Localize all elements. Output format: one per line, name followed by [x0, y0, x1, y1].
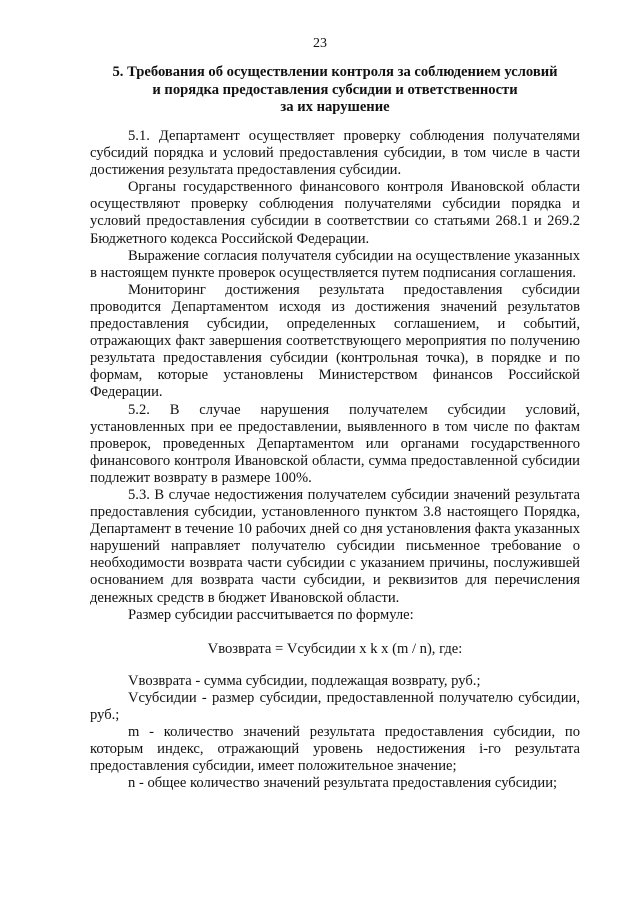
- paragraph-monitoring: Мониторинг достижения результата предоставления субсидии проводится Департаментом исходя из достижения значений результатов предоставления субсидии, определенных соглашением, и событий, отражающих факт завершения соответствующего мероприятия по получению результата предоставления субсидии (контрольная точка), в порядке и по формам, которые установлены Министерством финансов Российской Федерации.: [90, 281, 580, 401]
- paragraph-state-control: Органы государственного финансового контроля Ивановской области осуществляют проверку соблюдения получателями субсидии порядка и условий предоставления субсидии в соответствии со статьями 268.1 и 269.2 Бюджетного кодекса Российской Федерации.: [90, 179, 580, 247]
- definition-v-subsidy: Vсубсидии - размер субсидии, предоставленной получателю субсидии, руб.;: [90, 689, 580, 723]
- paragraph-5-3: 5.3. В случае недостижения получателем субсидии значений результата предоставления субсидии, установленного пунктом 3.8 настоящего Порядка, Департамент в течение 10 рабочих дней со дня установления факта указанных нарушений направляет получателю субсидии письменное требование о необходимости возврата части субсидии с указанием причины, послужившей основанием для возврата части субсидии, и реквизитов для перечисления денежных средств в бюджет Ивановской области.: [90, 486, 580, 606]
- section-heading: [90, 64, 580, 117]
- heading-line: и порядка предоставления субсидии и ответственности: [152, 81, 518, 98]
- heading-line: 5. Требования об осуществлении контроля за соблюдением условий: [112, 64, 558, 80]
- paragraph-5-2: 5.2. В случае нарушения получателем субсидии условий, установленных при ее предоставлении, выявленного в том числе по фактам проверок, проведенных Департаментом или органами государственного финансового контроля Ивановской области, сумма предоставленной субсидии подлежит возврату в размере 100%.: [90, 401, 580, 486]
- formula: Vвозврата = Vсубсидии x k x (m / n), где:: [207, 640, 463, 657]
- definition-n: n - общее количество значений результата предоставления субсидии;: [128, 775, 558, 792]
- paragraph-consent: Выражение согласия получателя субсидии на осуществление указанных в настоящем пункте проверок осуществляется путем подписания соглашения.: [90, 247, 580, 281]
- heading-line: за их нарушение: [280, 99, 390, 115]
- definition-m: m - количество значений результата предоставления субсидии, по которым индекс, отражающий уровень недостижения i-го результата предоставления субсидии, имеет положительное значение;: [90, 724, 580, 775]
- definition-v-return: Vвозврата - сумма субсидии, подлежащая возврату, руб.;: [128, 672, 481, 689]
- paragraph-5-1: 5.1. Департамент осуществляет проверку соблюдения получателями субсидий порядка и условий предоставления субсидии, в том числе в части достижения результата предоставления субсидии.: [90, 128, 580, 179]
- paragraph-formula-intro: Размер субсидии рассчитывается по формуле:: [128, 606, 414, 623]
- document-body: [90, 128, 580, 792]
- page-number: 23: [313, 36, 327, 51]
